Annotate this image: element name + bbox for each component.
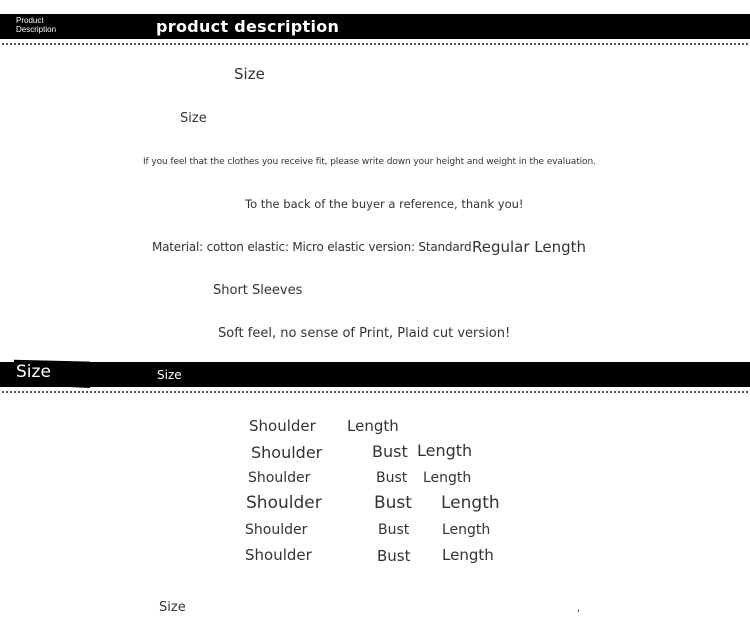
sleeves: Short Sleeves xyxy=(213,283,303,298)
shoulder-label: Shoulder xyxy=(248,470,311,486)
length-label: Length xyxy=(441,493,500,513)
dotted-divider xyxy=(2,43,748,45)
section-title: product description xyxy=(156,17,340,36)
shoulder-label: Shoulder xyxy=(245,546,312,564)
material-line: Material: cotton elastic: Micro elastic version: Standard xyxy=(152,240,472,254)
product-label-line2: Description xyxy=(16,25,57,34)
thanks-note: To the back of the buyer a reference, thank you! xyxy=(245,197,524,211)
feel-line: Soft feel, no sense of Print, Plaid cut version! xyxy=(218,326,511,341)
bust-label: Bust xyxy=(377,547,411,565)
length-label: Length xyxy=(347,417,399,435)
size-subheading: Size xyxy=(180,111,207,126)
product-label xyxy=(16,16,56,34)
bust-label: Bust xyxy=(378,522,410,538)
fit-note: If you feel that the clothes you receive fit, please write down your height and weight in the evaluation. xyxy=(143,157,596,167)
length-label: Length xyxy=(423,470,472,486)
footer-size-label: Size xyxy=(159,600,186,615)
shoulder-label: Shoulder xyxy=(249,417,316,435)
product-label-line1: Product xyxy=(16,16,44,25)
size-tab-label: Size xyxy=(16,362,51,382)
size-bar-label: Size xyxy=(157,368,182,382)
trailing-mark: , xyxy=(577,603,581,614)
product-description-header-bar xyxy=(0,14,750,39)
bust-label: Bust xyxy=(376,470,408,486)
bust-label: Bust xyxy=(374,493,412,513)
bust-label: Bust xyxy=(372,442,408,461)
length-type: Regular Length xyxy=(472,238,587,256)
shoulder-label: Shoulder xyxy=(245,522,308,538)
dotted-divider-2 xyxy=(2,391,748,393)
shoulder-label: Shoulder xyxy=(251,443,323,462)
size-heading: Size xyxy=(234,65,265,83)
size-section-bar xyxy=(0,362,750,387)
length-label: Length xyxy=(442,522,491,538)
shoulder-label: Shoulder xyxy=(246,493,322,513)
length-label: Length xyxy=(417,441,473,460)
length-label: Length xyxy=(442,546,494,564)
